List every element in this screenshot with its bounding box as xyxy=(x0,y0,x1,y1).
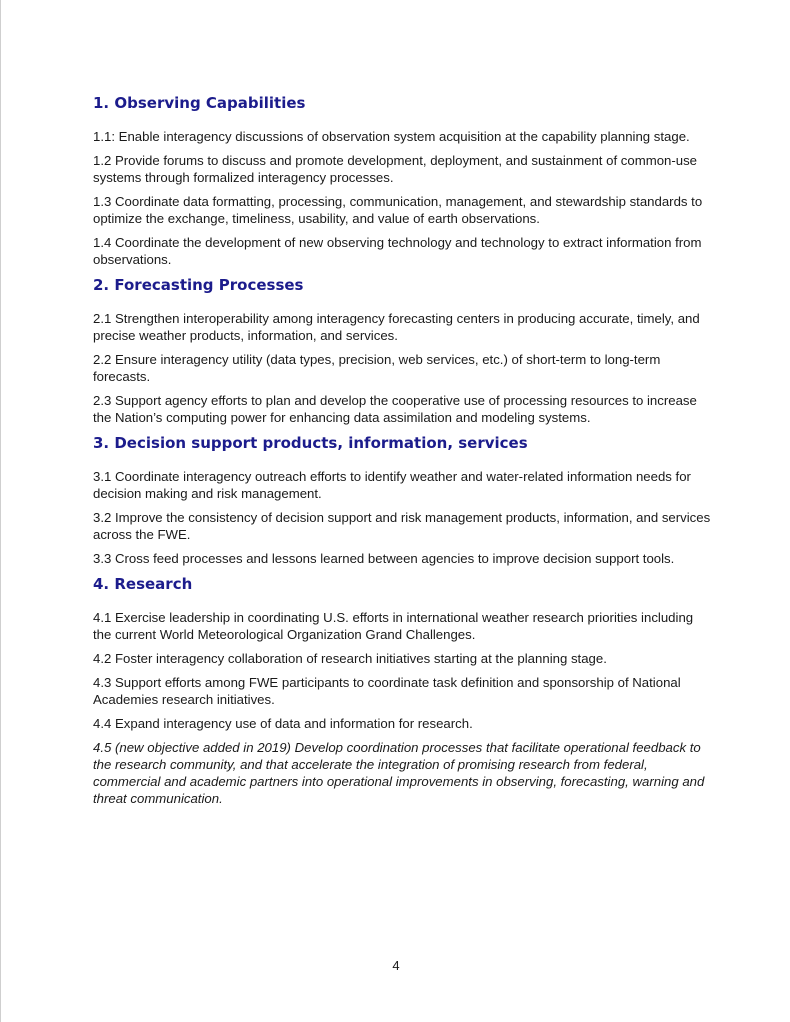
objective-2-1: 2.1 Strengthen interoperability among interagency forecasting centers in producing accurate, timely, and precise weather products, information, and services. xyxy=(93,311,700,343)
objective-1-2: 1.2 Provide forums to discuss and promote development, deployment, and sustainment of common-use systems through formalized interagency processes. xyxy=(93,153,698,185)
section-heading: 2. Forecasting Processes xyxy=(93,276,304,294)
section-heading: 1. Observing Capabilities xyxy=(93,94,306,112)
section-heading: 4. Research xyxy=(93,575,193,593)
section-decision-support xyxy=(93,433,713,567)
objective-3-3: 3.3 Cross feed processes and lessons learned between agencies to improve decision support tools. xyxy=(93,551,675,566)
objective-1-1: 1.1: Enable interagency discussions of observation system acquisition at the capability planning stage. xyxy=(93,129,690,144)
objective-4-3: 4.3 Support efforts among FWE participants to coordinate task definition and sponsorship of National Academies research initiatives. xyxy=(93,675,681,707)
objective-4-2: 4.2 Foster interagency collaboration of research initiatives starting at the planning stage. xyxy=(93,651,607,666)
objective-3-2: 3.2 Improve the consistency of decision support and risk management products, information, and services across the FWE. xyxy=(93,510,711,542)
objective-1-3: 1.3 Coordinate data formatting, processing, communication, management, and stewardship standards to optimize the exchange, timeliness, usability, and value of earth observations. xyxy=(93,194,703,226)
section-research xyxy=(93,574,713,807)
section-observing-capabilities xyxy=(93,93,713,268)
objective-2-3: 2.3 Support agency efforts to plan and develop the cooperative use of processing resources to increase the Nation’s computing power for enhancing data assimilation and modeling systems. xyxy=(93,393,697,425)
objective-1-4: 1.4 Coordinate the development of new observing technology and technology to extract information from observations. xyxy=(93,235,702,267)
objective-4-1: 4.1 Exercise leadership in coordinating U.S. efforts in international weather research priorities including the current World Meteorological Organization Grand Challenges. xyxy=(93,610,694,642)
section-forecasting-processes xyxy=(93,275,713,426)
page-content xyxy=(93,93,713,814)
page-number: 4 xyxy=(392,958,400,973)
objective-2-2: 2.2 Ensure interagency utility (data types, precision, web services, etc.) of short-term to long-term forecasts. xyxy=(93,352,661,384)
objective-4-4: 4.4 Expand interagency use of data and information for research. xyxy=(93,716,473,731)
objective-3-1: 3.1 Coordinate interagency outreach efforts to identify weather and water-related information needs for decision making and risk management. xyxy=(93,469,691,501)
objective-4-5: 4.5 (new objective added in 2019) Develop coordination processes that facilitate operational feedback to the research community, and that accelerate the integration of promising research from federal, commercial and academic partners into operational improvements in observing, forecasting, warning and threat communication. xyxy=(93,740,705,806)
section-heading: 3. Decision support products, information, services xyxy=(93,434,528,452)
